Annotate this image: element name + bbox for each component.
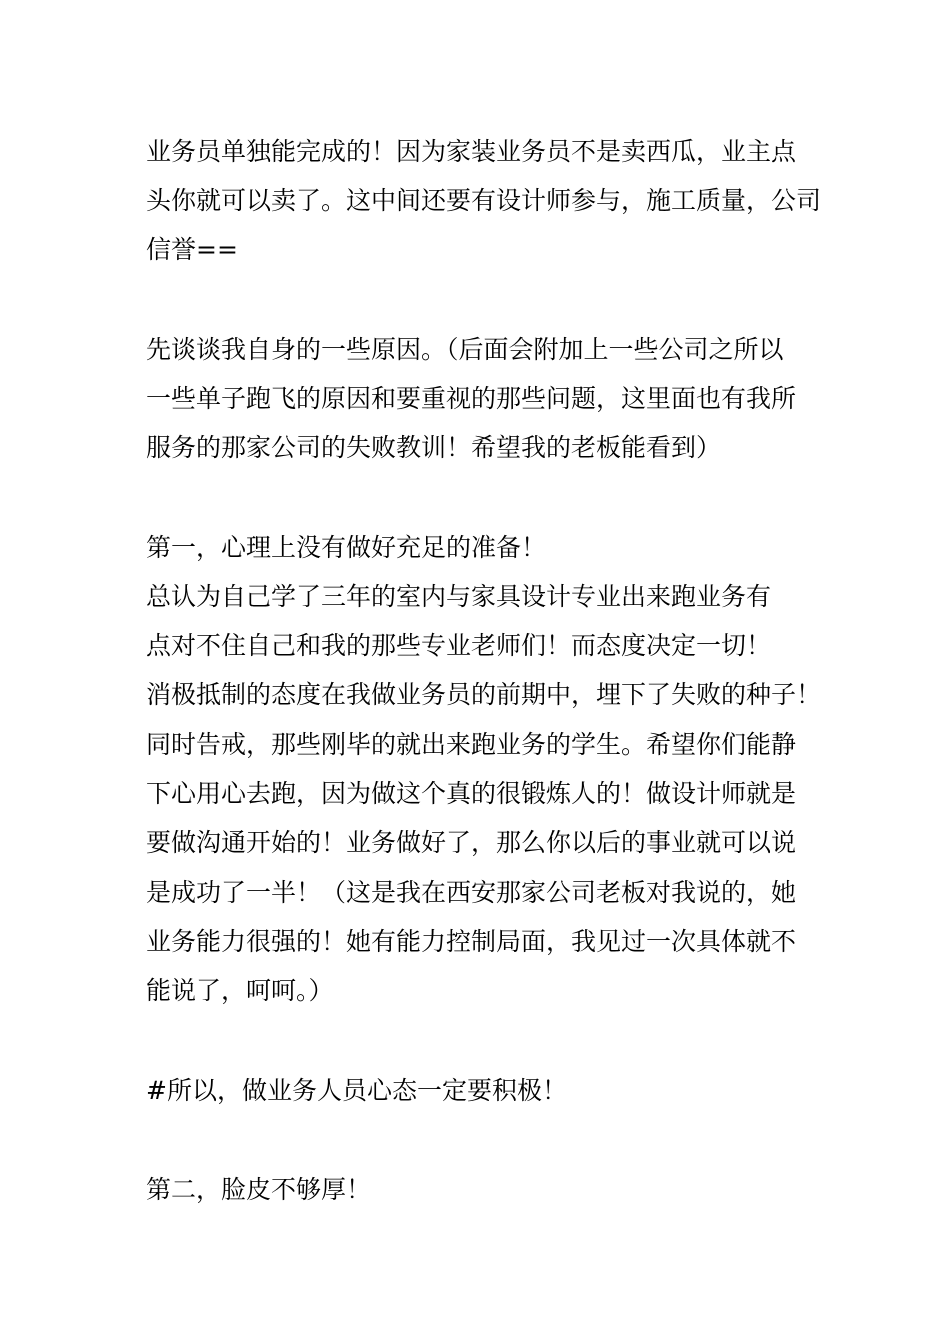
text-line: 业务能力很强的！她有能力控制局面，我见过一次具体就不 [146,927,797,956]
text-line: 服务的那家公司的失败教训！希望我的老板能看到） [146,433,722,462]
text-line: 下心用心去跑，因为做这个真的很锻炼人的！做设计师就是 [146,779,797,808]
text-line: 是成功了一半！（这是我在西安那家公司老板对我说的，她 [146,878,797,907]
section-heading: 第一，心理上没有做好充足的准备！ [146,533,547,562]
text-line: 业务员单独能完成的！因为家装业务员不是卖西瓜，业主点 [146,137,797,166]
text-line: 点对不住自己和我的那些专业老师们！而态度决定一切！ [146,631,772,660]
text-line: 一些单子跑飞的原因和要重视的那些问题，这里面也有我所 [146,384,797,413]
text-line: 总认为自己学了三年的室内与家具设计专业出来跑业务有 [146,582,772,611]
text-line: 先谈谈我自身的一些原因。（后面会附加上一些公司之所以 [146,335,784,364]
text-line: 同时告戒，那些刚毕的就出来跑业务的学生。希望你们能静 [146,730,797,759]
text-line: 要做沟通开始的！业务做好了，那么你以后的事业就可以说 [146,828,797,857]
text-line: 头你就可以卖了。这中间还要有设计师参与，施工质量，公司 [146,186,822,215]
section-heading: 第二，脸皮不够厚！ [146,1175,372,1204]
conclusion-line: #所以，做业务人员心态一定要积极！ [146,1076,567,1105]
text-line: 消极抵制的态度在我做业务员的前期中，埋下了失败的种子！ [146,680,822,709]
text-line: 能说了，呵呵。） [146,976,334,1005]
text-line: 信誉== [146,235,238,264]
